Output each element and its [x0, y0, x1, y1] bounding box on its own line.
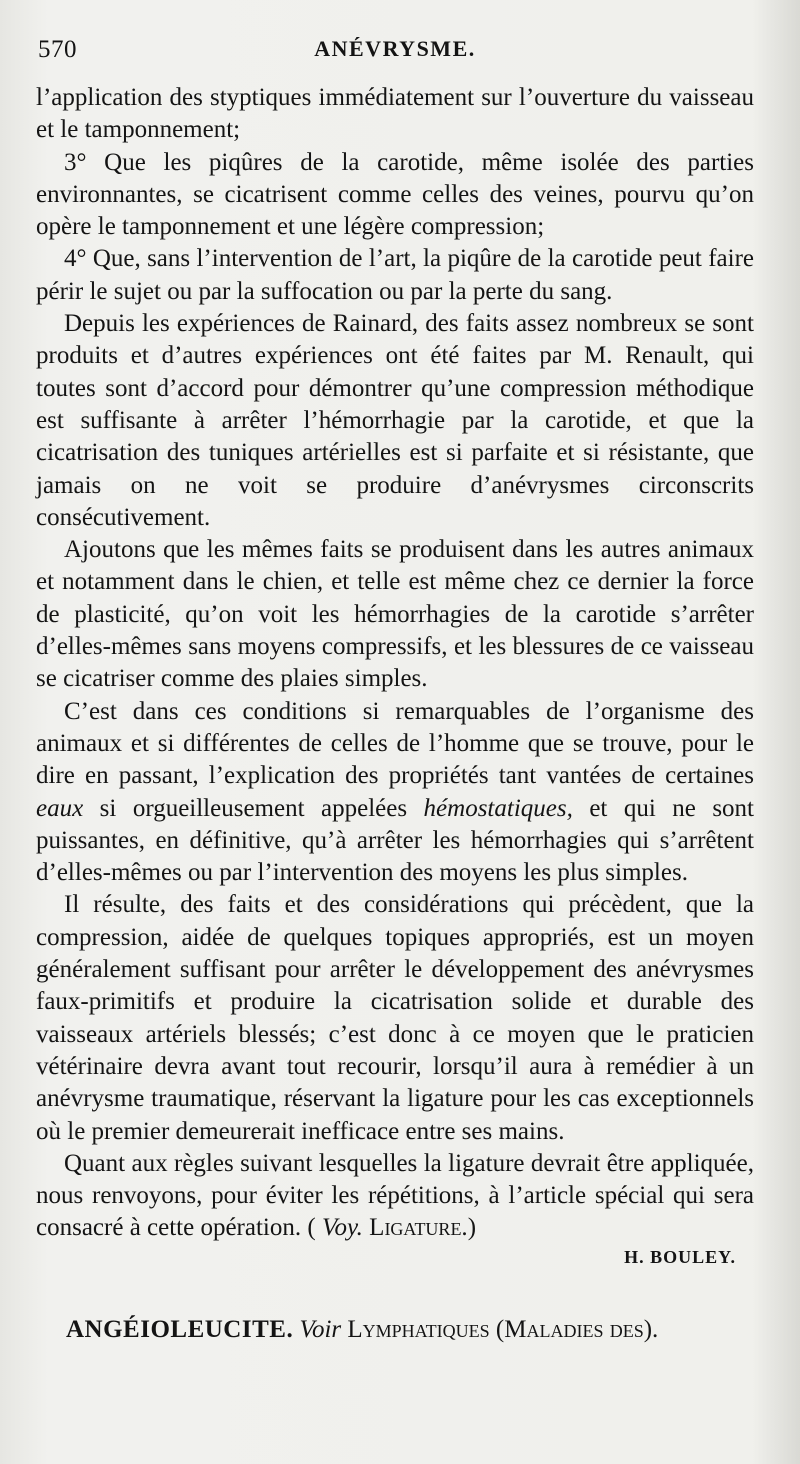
- page-number: 570: [38, 36, 77, 63]
- italic-hemostatiques: hémostatiques,: [423, 794, 573, 822]
- page-header: [36, 30, 754, 82]
- author-signature: H. BOULEY.: [624, 1246, 736, 1267]
- article-body: [36, 82, 754, 1245]
- paragraph-conclusion: Il résulte, des faits et des considérations qui précèdent, que la compression, aidée de quelques topiques appropriés, est un moyen généralement suffisant pour arrêter le développement des anévrysmes faux-primitifs et produire la cicatrisation solide et durable des vaisseaux artériels blessés; c’est donc à ce moyen que le praticien vétérinaire devra avant tout recourir, lorsqu’il aura à remédier à un anévrysme traumatique, réservant la ligature pour les cas exceptionnels où le premier demeurerait inefficace entre ses mains.: [36, 891, 754, 1145]
- text-run: et qui ne sont puissantes, en définitive, qu’à arrêter les hémorrhagies qui s’arrêtent d’elles-mêmes ou par l’intervention des moyens les plus simples.: [36, 794, 754, 887]
- entry-headword: ANGÉIOLEUCITE.: [66, 1315, 294, 1343]
- text-run: Quant aux règles suivant lesquelles la ligature devrait être appliquée, nous renvoyons, pour éviter les répétitions, à l’article spécial qui sera consacré à cette opération.: [36, 1149, 754, 1242]
- voy-abbrev: Voy.: [321, 1214, 363, 1242]
- dictionary-entry: [36, 1316, 754, 1344]
- paragraph-eaux-hemostatiques: [36, 696, 754, 890]
- voir-label: Voir: [299, 1315, 342, 1343]
- paragraph-rainard: Depuis les expériences de Rainard, des faits assez nombreux se sont produits et d’autres expériences ont été faites par M. Renault, qui toutes sont d’accord pour démontrer qu’une compression méthodique est suffisante à arrêter l’hémorrhagie par la carotide, et que la cicatrisation des tuniques artérielles est si parfaite et si résistante, que jamais on ne voit se produire d’anévrysmes circonscrits consécutivement.: [36, 310, 754, 531]
- italic-eaux: eaux: [36, 794, 84, 822]
- paragraph-styptiques: l’application des styptiques immédiatement sur l’ouverture du vaisseau et le tamponnement;: [36, 84, 754, 144]
- paragraph-ligature: Quant aux règles suivant lesquelles la ligature devrait être appliquée, nous renvoyons, pour éviter les répétitions, à l’article spécial qui sera consacré à cette opération. ( Voy. Ligature.): [36, 1149, 754, 1242]
- paragraph-point-3: 3° Que les piqûres de la carotide, même isolée des parties environnantes, se cicatrisent comme celles des veines, pourvu qu’on opère le tamponnement et une légère compression;: [36, 148, 754, 241]
- cross-reference-ligature: Ligature.: [369, 1214, 468, 1242]
- text-run: C’est dans ces conditions si remarquables de l’organisme des animaux et si différentes de celles de l’homme que se trouve, pour le dire en passant, l’explication des propriétés tant vantées de certaines: [36, 697, 754, 790]
- text-run: si orgueilleusement appelées: [83, 794, 424, 822]
- running-title: ANÉVRYSME.: [314, 36, 476, 61]
- paragraph-point-4: 4° Que, sans l’intervention de l’art, la piqûre de la carotide peut faire périr le sujet ou par la suffocation ou par la perte du sang.: [36, 245, 754, 305]
- cross-reference-lymphatiques: Lymphatiques (Maladies des).: [347, 1315, 659, 1343]
- paragraph-chien: Ajoutons que les mêmes faits se produisent dans les autres animaux et notamment dans le chien, et telle est même chez ce dernier la force de plasticité, qu’on voit les hémorrhagies de la carotide s’arrêter d’elles-mêmes sans moyens compressifs, et les blessures de ce vaisseau se cicatriser comme des plaies simples.: [36, 536, 754, 693]
